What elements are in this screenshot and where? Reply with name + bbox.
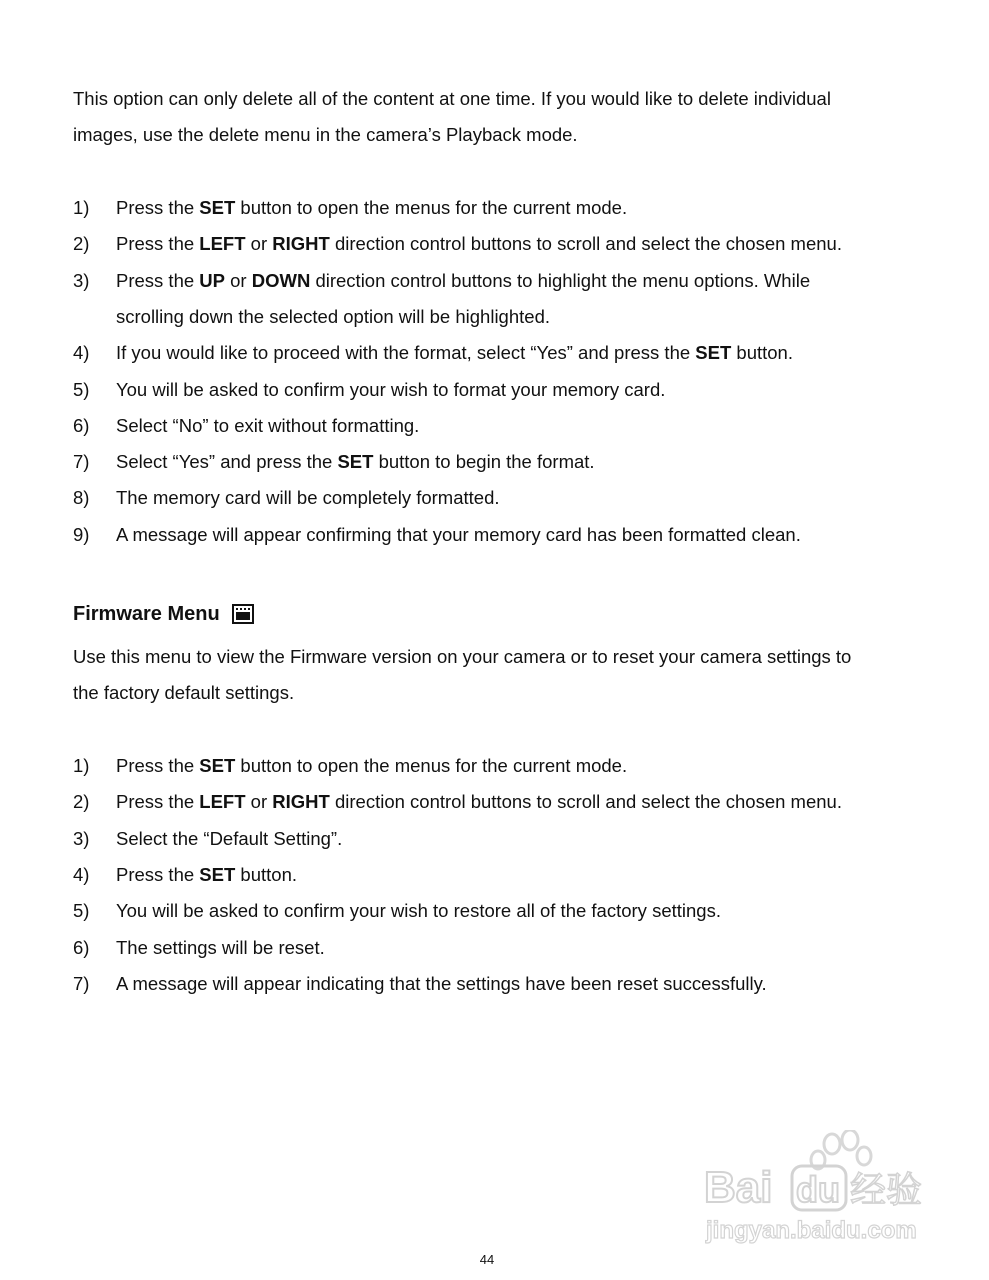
- list-item-number: 1): [73, 197, 90, 218]
- bold-keyword: SET: [199, 863, 236, 885]
- text-segment: or: [245, 791, 273, 813]
- list-item-number: 3): [73, 269, 90, 291]
- list-item-text: [116, 226, 916, 262]
- page-number: 44: [479, 1252, 495, 1267]
- text-segment: Press the: [116, 233, 200, 255]
- bold-keyword: LEFT: [199, 233, 246, 255]
- list-item-text: [116, 821, 916, 857]
- text-segment: direction control buttons to scroll and select the chosen menu.: [329, 233, 842, 255]
- text-segment: The settings will be reset.: [116, 936, 325, 958]
- text-segment: You will be asked to confirm your wish to format your memory card.: [116, 378, 666, 400]
- text-segment: button.: [731, 342, 793, 364]
- list-item-text: [116, 190, 916, 226]
- text-segment: The memory card will be completely formatted.: [116, 487, 500, 509]
- watermark-brand-cn: 经验: [850, 1170, 923, 1211]
- firmware-heading: [73, 598, 254, 630]
- firmware-menu-icon: [232, 604, 254, 624]
- intro-line-2: images, use the delete menu in the camera’s Playback mode.: [73, 124, 578, 145]
- text-segment: button.: [235, 863, 297, 885]
- baidu-watermark-logo: [700, 1130, 940, 1250]
- bold-keyword: SET: [199, 755, 236, 776]
- text-segment: Press the: [116, 197, 200, 218]
- text-segment: You will be asked to confirm your wish to restore all of the factory settings.: [116, 900, 721, 922]
- text-segment: Press the: [116, 863, 200, 885]
- text-segment: Select the “Default Setting”.: [116, 827, 343, 849]
- bold-keyword: RIGHT: [272, 233, 330, 255]
- list-item-number: 4): [73, 342, 90, 364]
- list-item-text: [116, 408, 916, 444]
- list-item-text: [116, 893, 916, 929]
- list-item-number: 6): [73, 936, 90, 958]
- bold-keyword: LEFT: [199, 791, 246, 813]
- list-item-number: 8): [73, 487, 90, 509]
- list-item-number: 4): [73, 863, 90, 885]
- list-item-number: 7): [73, 451, 90, 473]
- list-item-number: 6): [73, 414, 90, 436]
- list-item-number: 2): [73, 233, 90, 255]
- text-segment: Press the: [116, 755, 200, 776]
- text-segment: If you would like to proceed with the format, select “Yes” and press the: [116, 342, 696, 364]
- text-segment: direction control buttons to scroll and select the chosen menu.: [329, 791, 842, 813]
- text-segment: A message will appear indicating that the settings have been reset successfully.: [116, 972, 767, 994]
- text-segment: direction control buttons to highlight the menu options. While: [310, 269, 811, 291]
- intro-line-1: This option can only delete all of the content at one time. If you would like to delete individual: [73, 88, 831, 109]
- firmware-desc-line-1: Use this menu to view the Firmware version on your camera or to reset your camera settings to: [73, 646, 852, 667]
- list-item-text: [116, 335, 916, 371]
- text-segment: Select “No” to exit without formatting.: [116, 414, 420, 436]
- list-item-text: [116, 444, 916, 480]
- list-item-text: [116, 784, 916, 820]
- watermark-brand-right: du: [796, 1169, 840, 1210]
- text-segment: button to open the menus for the current mode.: [235, 197, 628, 218]
- list-item-number: 3): [73, 827, 90, 849]
- firmware-desc-line-2: the factory default settings.: [73, 682, 295, 703]
- list-item-number: 9): [73, 523, 90, 545]
- text-segment: Select “Yes” and press the: [116, 451, 338, 473]
- list-item-number: 5): [73, 378, 90, 400]
- list-item-text: [116, 372, 916, 408]
- text-segment: button to open the menus for the current mode.: [235, 755, 628, 776]
- text-segment: or: [245, 233, 273, 255]
- bold-keyword: SET: [337, 451, 374, 473]
- bold-keyword: UP: [199, 269, 225, 291]
- text-segment: button to begin the format.: [373, 451, 595, 473]
- list-item-text: [116, 966, 916, 1002]
- bold-keyword: RIGHT: [272, 791, 330, 813]
- text-segment: A message will appear confirming that your memory card has been formatted clean.: [116, 523, 801, 545]
- list-item-number: 2): [73, 791, 90, 813]
- list-item-text: [116, 517, 916, 553]
- list-item-text: [116, 857, 916, 893]
- text-segment: Press the: [116, 791, 200, 813]
- list-item-continuation: scrolling down the selected option will be highlighted.: [116, 305, 550, 327]
- list-item-text: [116, 480, 916, 516]
- bold-keyword: SET: [199, 197, 236, 218]
- text-segment: Press the: [116, 269, 200, 291]
- list-item-number: 7): [73, 972, 90, 994]
- text-segment: or: [225, 269, 252, 291]
- firmware-heading-text: Firmware Menu: [73, 603, 220, 625]
- list-item-text: [116, 748, 916, 784]
- bold-keyword: SET: [695, 342, 732, 364]
- list-item-number: 5): [73, 900, 90, 922]
- list-item-text: [116, 263, 916, 335]
- bold-keyword: DOWN: [251, 269, 311, 291]
- watermark-brand-left: Bai: [704, 1163, 773, 1212]
- list-item-number: 1): [73, 755, 90, 776]
- list-item-text: [116, 930, 916, 966]
- watermark-url: jingyan.baidu.com: [706, 1217, 917, 1244]
